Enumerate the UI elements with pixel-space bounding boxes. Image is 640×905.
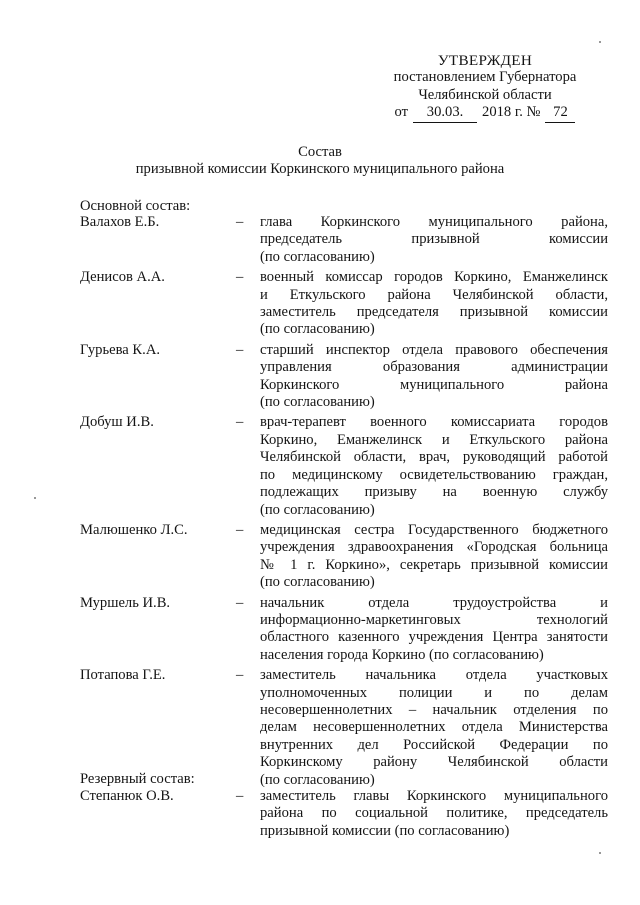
member-dash: –: [236, 788, 244, 804]
member-row: [80, 788, 608, 840]
position-line: областного казенного учреждения Центра занятости: [260, 629, 608, 646]
member-position: [260, 522, 608, 592]
approval-heading: УТВЕРЖДЕН: [437, 52, 533, 69]
position-line: начальник отдела трудоустройства и: [260, 594, 608, 611]
member-dash: –: [236, 667, 244, 684]
position-line: управления образования администрации: [260, 359, 608, 376]
member-name: Денисов А.А.: [80, 269, 165, 286]
member-position: [260, 214, 608, 266]
position-line: несовершеннолетних – начальник отделения по: [260, 701, 608, 718]
member-dash: –: [236, 269, 244, 286]
document-title: [0, 144, 640, 179]
position-line: № 1 г. Коркино», секретарь призывной комиссии: [260, 556, 608, 573]
member-row: [80, 342, 608, 412]
reserve-section-label: Резервный состав:: [80, 771, 195, 787]
position-line: (по согласованию): [260, 321, 375, 338]
position-line: информационно-маркетинговых технологий: [260, 611, 608, 628]
position-line: заместитель председателя призывной комиссии: [260, 304, 608, 321]
position-line: глава Коркинского муниципального района,: [260, 214, 608, 230]
main-section-label: Основной состав:: [80, 198, 191, 214]
member-name: Степанюк О.В.: [80, 788, 174, 804]
position-line: (по согласованию): [260, 771, 375, 788]
member-position: [260, 788, 608, 840]
member-name: Валахов Е.Б.: [80, 214, 160, 230]
decree-number: 72: [545, 105, 575, 122]
member-position: [260, 269, 608, 339]
position-line: внутренних дел Российской Федерации по: [260, 736, 608, 753]
member-name: Гурьева К.А.: [80, 341, 161, 358]
scan-speck: [34, 497, 36, 499]
member-dash: –: [236, 414, 244, 431]
main-members-list: [80, 214, 608, 789]
member-row: [80, 522, 608, 592]
date-prefix: от: [394, 104, 409, 121]
position-line: заместитель начальника отдела участковых: [260, 667, 608, 684]
member-name: Потапова Г.Е.: [80, 667, 166, 684]
position-line: учреждения здравоохранения «Городская больница: [260, 539, 608, 556]
position-line: врач-терапевт военного комиссариата городов: [260, 414, 608, 431]
position-line: (по согласованию): [260, 394, 375, 411]
position-line: (по согласованию): [260, 574, 375, 591]
position-line: военный комиссар городов Коркино, Еманжелинск: [260, 269, 608, 286]
position-line: уполномоченных полиции и по делам: [260, 684, 608, 701]
position-line: и Еткульского района Челябинской области,: [260, 286, 608, 303]
position-line: района по социальной политике, председатель: [260, 805, 608, 822]
approval-date-line: [380, 104, 590, 121]
position-line: медицинская сестра Государственного бюджетного: [260, 521, 608, 538]
member-dash: –: [236, 521, 244, 538]
position-line: старший инспектор отдела правового обеспечения: [260, 341, 608, 358]
member-row: [80, 214, 608, 266]
date-value: 30.03.: [413, 105, 477, 122]
reserve-members-list: [80, 788, 608, 840]
member-row: [80, 595, 608, 665]
position-line: (по согласованию): [260, 501, 375, 518]
member-name: Малюшенко Л.С.: [80, 521, 188, 538]
member-name: Добуш И.В.: [80, 414, 154, 431]
member-row: [80, 269, 608, 339]
member-dash: –: [236, 214, 244, 230]
member-name: Муршель И.В.: [80, 594, 171, 611]
position-line: заместитель главы Коркинского муниципального: [260, 788, 608, 804]
position-line: делам несовершеннолетних отдела Министерства: [260, 719, 608, 736]
member-position: [260, 595, 608, 665]
position-line: по медицинскому освидетельствованию граждан,: [260, 466, 608, 483]
date-year: 2018 г. №: [482, 104, 541, 121]
member-position: [260, 342, 608, 412]
member-position: [260, 414, 608, 518]
position-line: Челябинской области, врач, руководящий работой: [260, 449, 608, 466]
position-line: Коркинского муниципального района: [260, 376, 608, 393]
approval-block: [380, 52, 590, 122]
approval-line-2: Челябинской области: [418, 86, 552, 103]
position-line: населения города Коркино (по согласованию): [260, 646, 544, 663]
title-line-2: призывной комиссии Коркинского муниципального района: [135, 161, 505, 178]
position-line: (по согласованию): [260, 248, 375, 265]
member-position: [260, 667, 608, 789]
position-line: Коркинскому району Челябинской области: [260, 754, 608, 771]
scan-speck: [599, 852, 601, 854]
position-line: призывной комиссии (по согласованию): [260, 822, 510, 839]
member-row: [80, 414, 608, 518]
scan-speck: [599, 41, 601, 43]
position-line: председатель призывной комиссии: [260, 231, 608, 248]
title-line-1: Состав: [298, 144, 342, 160]
position-line: подлежащих призыву на военную службу: [260, 484, 608, 501]
position-line: Коркино, Еманжелинск и Еткульского района: [260, 431, 608, 448]
member-dash: –: [236, 594, 244, 611]
member-dash: –: [236, 341, 244, 358]
approval-line-1: постановлением Губернатора: [393, 69, 577, 86]
